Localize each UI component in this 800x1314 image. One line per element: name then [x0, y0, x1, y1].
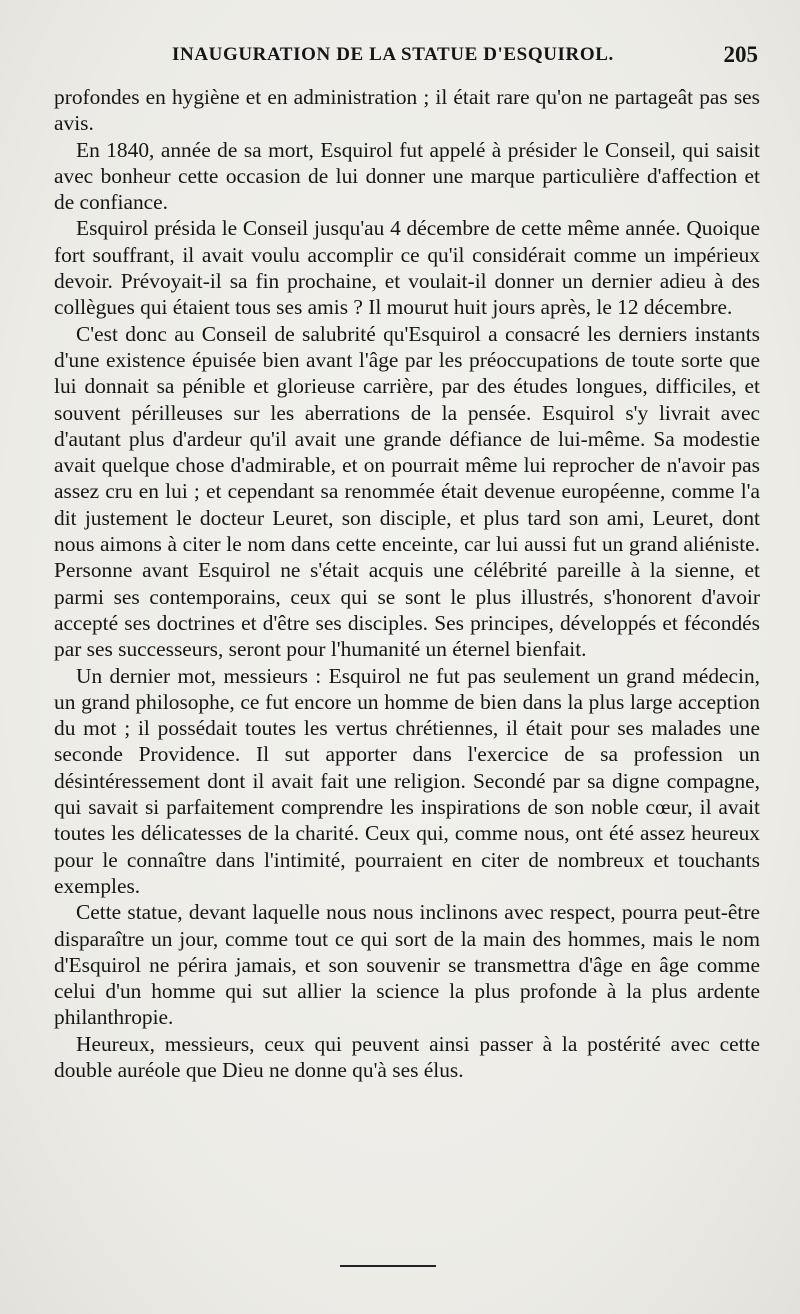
paragraph: Heureux, messieurs, ceux qui peuvent ainsi passer à la postérité avec cette double auréole que Dieu ne donne qu'à ses élus.	[54, 1031, 760, 1082]
paragraph: Cette statue, devant laquelle nous nous inclinons avec respect, pourra peut-être disparaître un jour, comme tout ce qui sort de la main des hommes, mais le nom d'Esquirol ne périra jamais, et son souvenir se transmettra d'âge en âge comme celui d'un homme qui sut allier la science la plus profonde à la plus ardente philanthropie.	[54, 900, 760, 1030]
page-number: 205	[723, 42, 758, 67]
running-head: INAUGURATION DE LA STATUE D'ESQUIROL.	[172, 44, 614, 65]
end-rule	[340, 1265, 436, 1267]
page-header	[54, 40, 760, 84]
paragraph: C'est donc au Conseil de salubrité qu'Esquirol a consacré les derniers instants d'une existence épuisée bien avant l'âge par les préoccupations de toute sorte que lui donnait sa pénible et glorieuse carrière, par des études longues, difficiles, et souvent périlleuses sur les aberrations de la pensée. Esquirol s'y livrait avec d'autant plus d'ardeur qu'il avait une grande défiance de lui-même. Sa modestie avait quelque chose d'admirable, et on pourrait même lui reprocher de n'avoir pas assez cru en lui ; et cependant sa renommée était devenue européenne, comme l'a dit justement le docteur Leuret, son disciple, et plus tard son ami, Leuret, dont nous aimons à citer le nom dans cette enceinte, car lui aussi fut un grand aliéniste. Personne avant Esquirol ne s'était acquis une célébrité pareille à la sienne, et parmi ses contemporains, ceux qui se sont le plus illustrés, s'honorent d'avoir accepté ses doctrines et d'être ses disciples. Ses principes, développés et fécondés par ses successeurs, seront pour l'humanité un éternel bienfait.	[54, 321, 760, 662]
paragraph-continuation: profondes en hygiène et en administration ; il était rare qu'on ne partageât pas ses avis.	[54, 85, 760, 136]
paragraph: Un dernier mot, messieurs : Esquirol ne fut pas seulement un grand médecin, un grand philosophe, ce fut encore un homme de bien dans la plus large acception du mot ; il possédait toutes les vertus chrétiennes, il était pour ses malades une seconde Providence. Il sut apporter dans l'exercice de sa profession un désintéressement dont il avait fait une religion. Secondé par sa digne compagne, qui savait si parfaitement comprendre les inspirations de son noble cœur, il avait toutes les délicatesses de la charité. Ceux qui, comme nous, ont été assez heureux pour le connaître dans l'intimité, pourraient en citer de nombreux et touchants exemples.	[54, 663, 760, 898]
page-body	[54, 84, 760, 1083]
paragraph: En 1840, année de sa mort, Esquirol fut appelé à présider le Conseil, qui saisit avec bonheur cette occasion de lui donner une marque particulière d'affection et de confiance.	[54, 137, 760, 215]
paragraph: Esquirol présida le Conseil jusqu'au 4 décembre de cette même année. Quoique fort souffrant, il avait voulu accomplir ce qu'il considérait comme un impérieux devoir. Prévoyait-il sa fin prochaine, et voulait-il donner un dernier adieu à des collègues qui étaient tous ses amis ? Il mourut huit jours après, le 12 décembre.	[54, 216, 760, 320]
